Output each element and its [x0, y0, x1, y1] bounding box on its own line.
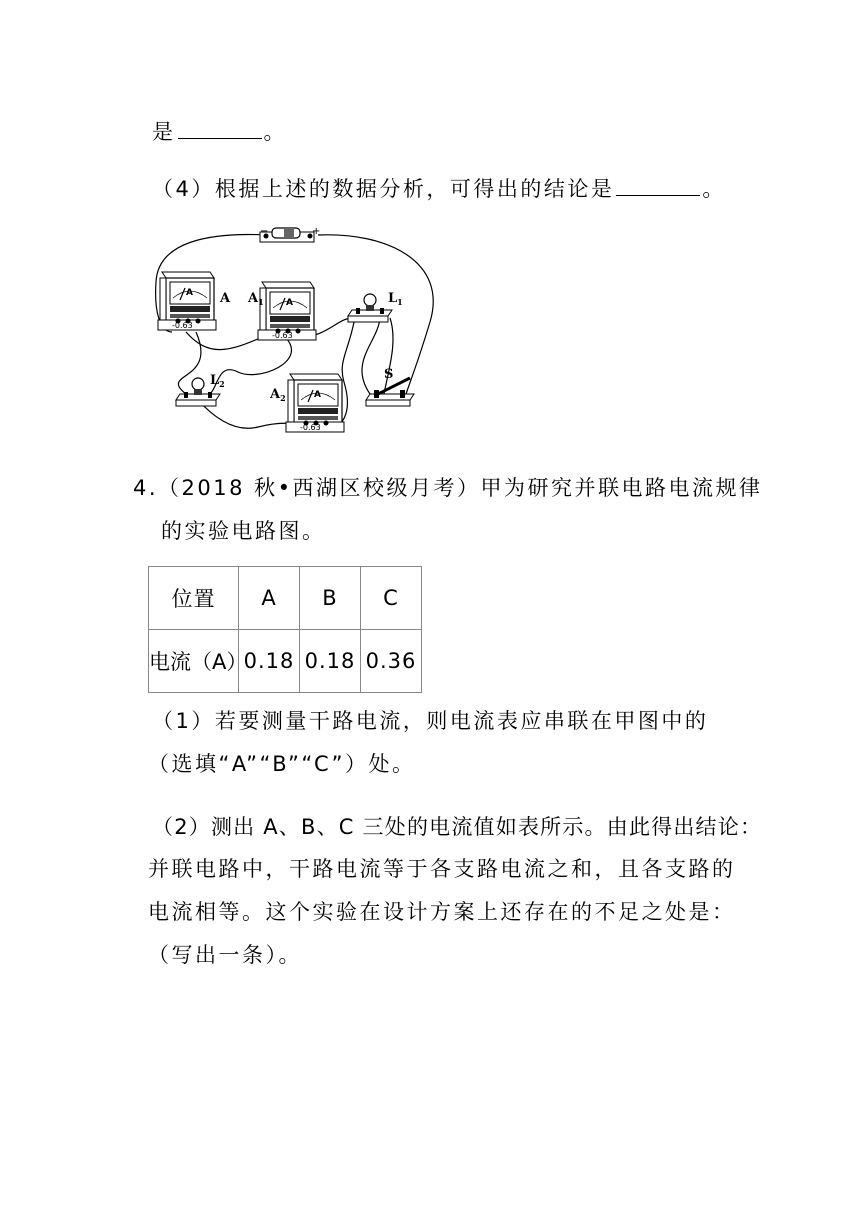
question-2: （2）测出 A、B、C 三处的电流值如表所示。由此得出结论： [152, 815, 763, 839]
problem-number: 4. [133, 476, 159, 500]
svg-text:A: A [186, 288, 193, 298]
label-l1: $L_1$ [388, 291, 403, 307]
circuit-diagram [148, 222, 438, 444]
problem-4-title-cont: 的实验电路图。 [161, 519, 326, 543]
label-a1: $A_1$ [248, 291, 264, 307]
question-1: （1）若要测量干路电流，则电流表应串联在甲图中的 [152, 709, 709, 733]
table-row [149, 630, 422, 693]
svg-text:A: A [286, 298, 293, 308]
label-a: A [220, 291, 231, 306]
table-cell: 0.18 [300, 630, 361, 693]
question-4-conclusion: （4）根据上述的数据分析，可得出的结论是 。 [152, 177, 726, 201]
question-1-cont: （选填“A”“B”“C”）处。 [148, 752, 416, 776]
problem-4-title: 4.（2018 秋•西湖区校级月考）甲为研究并联电路电流规律 [133, 476, 763, 500]
svg-text:-0.63: -0.63 [300, 423, 321, 432]
table-cell: 电流（A） [149, 630, 239, 693]
ammeter-a1 [258, 282, 316, 340]
table-cell: 0.36 [361, 630, 422, 693]
prev-line-end: 是 。 [152, 120, 287, 144]
ammeter-a [158, 272, 216, 330]
battery-minus-label: − [260, 226, 269, 237]
question-2-line2: 并联电路中，干路电流等于各支路电流之和，且各支路的 [148, 857, 736, 881]
table-header-cell: C [361, 567, 422, 630]
table-header-cell: B [300, 567, 361, 630]
label-a2: $A_2$ [270, 387, 286, 403]
wire [384, 318, 393, 394]
label-s: S [384, 367, 394, 382]
wire [362, 318, 380, 394]
ammeter-a2 [286, 374, 344, 432]
table-row [149, 567, 422, 630]
answer-blank [178, 120, 262, 139]
label-l2: $L_2$ [210, 373, 225, 389]
table-header-cell: 位置 [149, 567, 239, 630]
svg-text:A: A [314, 390, 321, 400]
current-table [148, 566, 422, 693]
battery [260, 226, 320, 242]
question-2-line3: 电流相等。这个实验在设计方案上还存在的不足之处是： [148, 900, 736, 924]
question-2-line4: （写出一条）。 [148, 943, 302, 967]
svg-text:-0.63: -0.63 [172, 321, 193, 330]
svg-text:-0.63: -0.63 [272, 331, 293, 340]
table-cell: 0.18 [239, 630, 300, 693]
battery-plus-label: + [312, 226, 321, 237]
table-header-cell: A [239, 567, 300, 630]
lamp-l1 [348, 294, 392, 322]
answer-blank [616, 177, 700, 196]
